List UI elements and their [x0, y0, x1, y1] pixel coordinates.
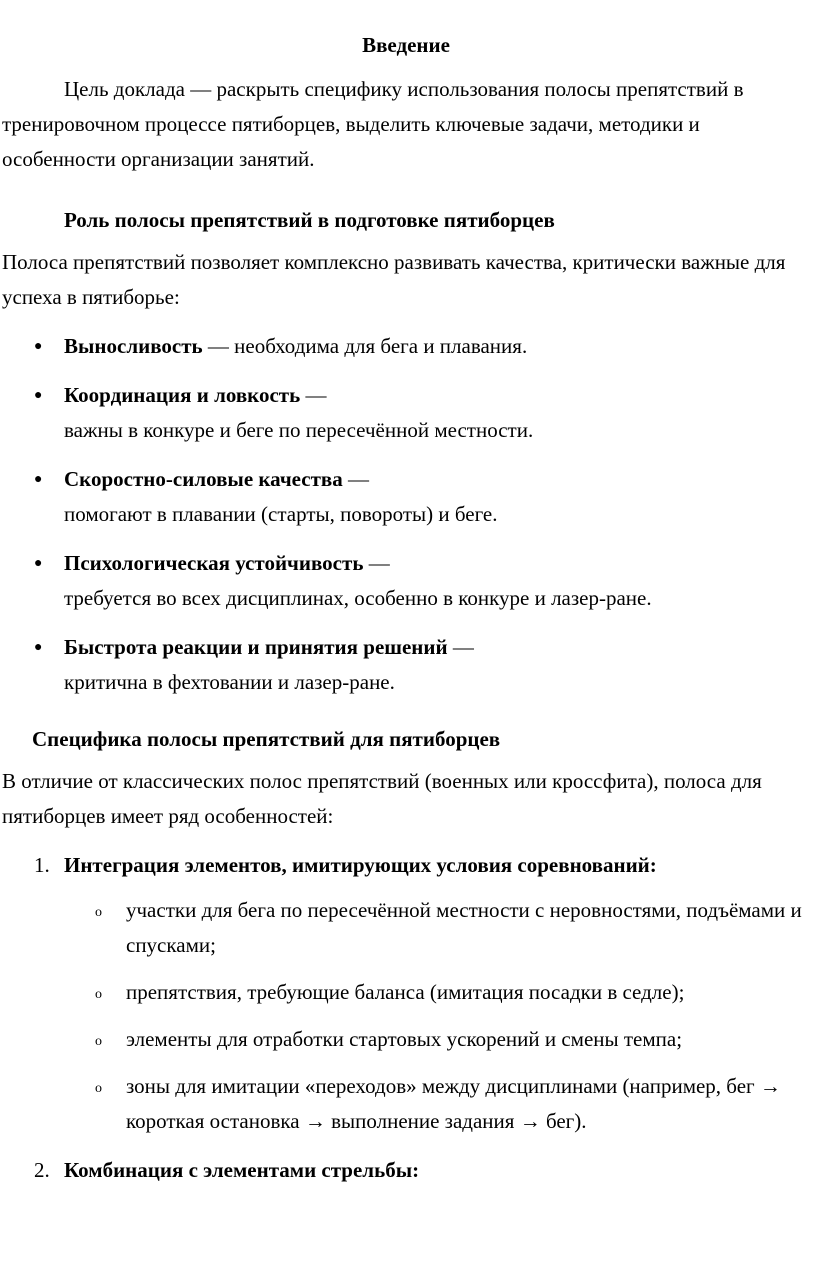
sub-list-item: [2, 893, 808, 963]
list-item-dash: —: [342, 467, 369, 491]
bullet-icon: ●: [34, 640, 43, 655]
list-item-dash: —: [300, 383, 327, 407]
list-item: [2, 329, 808, 364]
document-page: [0, 30, 816, 1278]
bullet-icon: ●: [34, 388, 43, 403]
list-item-desc: требуется во всех дисциплинах, особенно в конкуре и лазер-ране.: [64, 586, 652, 610]
list-item-dash: —: [447, 635, 474, 659]
list-item-desc: необходима для бега и плавания.: [234, 334, 528, 358]
qualities-list: [2, 329, 808, 700]
sub-list-item: [2, 1022, 808, 1057]
intro-paragraph: Цель доклада — раскрыть специфику использования полосы препятствий в тренировочном процессе пятиборцев, выделить ключевые задачи, методики и особенности организации занятий.: [2, 77, 744, 171]
circle-bullet-icon: o: [95, 905, 102, 920]
numbered-item-heading: Интеграция элементов, имитирующих условия соревнований:: [64, 853, 657, 877]
list-item-term: Координация и ловкость: [64, 383, 301, 407]
numbered-item: [2, 1153, 808, 1188]
list-item-dash: —: [363, 551, 390, 575]
list-item-term: Психологическая устойчивость: [64, 551, 364, 575]
list-item-desc: помогают в плавании (старты, повороты) и беге.: [64, 502, 498, 526]
sub-list: [2, 893, 808, 1139]
sub-item-text: препятствия, требующие баланса (имитация посадки в седле);: [126, 980, 685, 1004]
list-item-term: Скоростно-силовые качества: [64, 467, 343, 491]
section-role-lead: Полоса препятствий позволяет комплексно развивать качества, критически важные для успеха в пятиборье:: [2, 250, 786, 309]
sub-list-item: [2, 1069, 808, 1139]
list-item: [2, 546, 808, 616]
circle-bullet-icon: o: [95, 1081, 102, 1096]
list-item: [2, 378, 808, 448]
list-item: [2, 462, 808, 532]
features-list: [2, 848, 808, 1188]
item-number: 2.: [34, 1158, 50, 1182]
numbered-item-heading: Комбинация с элементами стрельбы:: [64, 1158, 420, 1182]
section-heading-specifics: Специфика полосы препятствий для пятиборцев: [32, 727, 501, 751]
sub-item-text: участки для бега по пересечённой местности с неровностями, подъёмами и спусками;: [126, 898, 802, 957]
list-item: [2, 630, 808, 700]
section-specifics-lead: В отличие от классических полос препятствий (военных или кроссфита), полоса для пятиборцев имеет ряд особенностей:: [2, 769, 762, 828]
circle-bullet-icon: o: [95, 1034, 102, 1049]
sub-item-text: зоны для имитации «переходов» между дисциплинами (например, бег → короткая остановка → выполнение задания → бег).: [126, 1074, 781, 1133]
numbered-item: [2, 848, 808, 1139]
list-item-desc: важны в конкуре и беге по пересечённой местности.: [64, 418, 534, 442]
bullet-icon: ●: [34, 472, 43, 487]
sub-item-text: элементы для отработки стартовых ускорений и смены темпа;: [126, 1027, 683, 1051]
bullet-icon: ●: [34, 339, 43, 354]
sub-list-item: [2, 975, 808, 1010]
list-item-term: Быстрота реакции и принятия решений: [64, 635, 448, 659]
page-title: Введение: [362, 33, 450, 57]
list-item-term: Выносливость: [64, 334, 203, 358]
section-heading-role: Роль полосы препятствий в подготовке пятиборцев: [64, 208, 555, 232]
list-item-dash: —: [202, 334, 235, 358]
circle-bullet-icon: o: [95, 987, 102, 1002]
list-item-desc: критична в фехтовании и лазер-ране.: [64, 670, 395, 694]
item-number: 1.: [34, 853, 50, 877]
bullet-icon: ●: [34, 556, 43, 571]
